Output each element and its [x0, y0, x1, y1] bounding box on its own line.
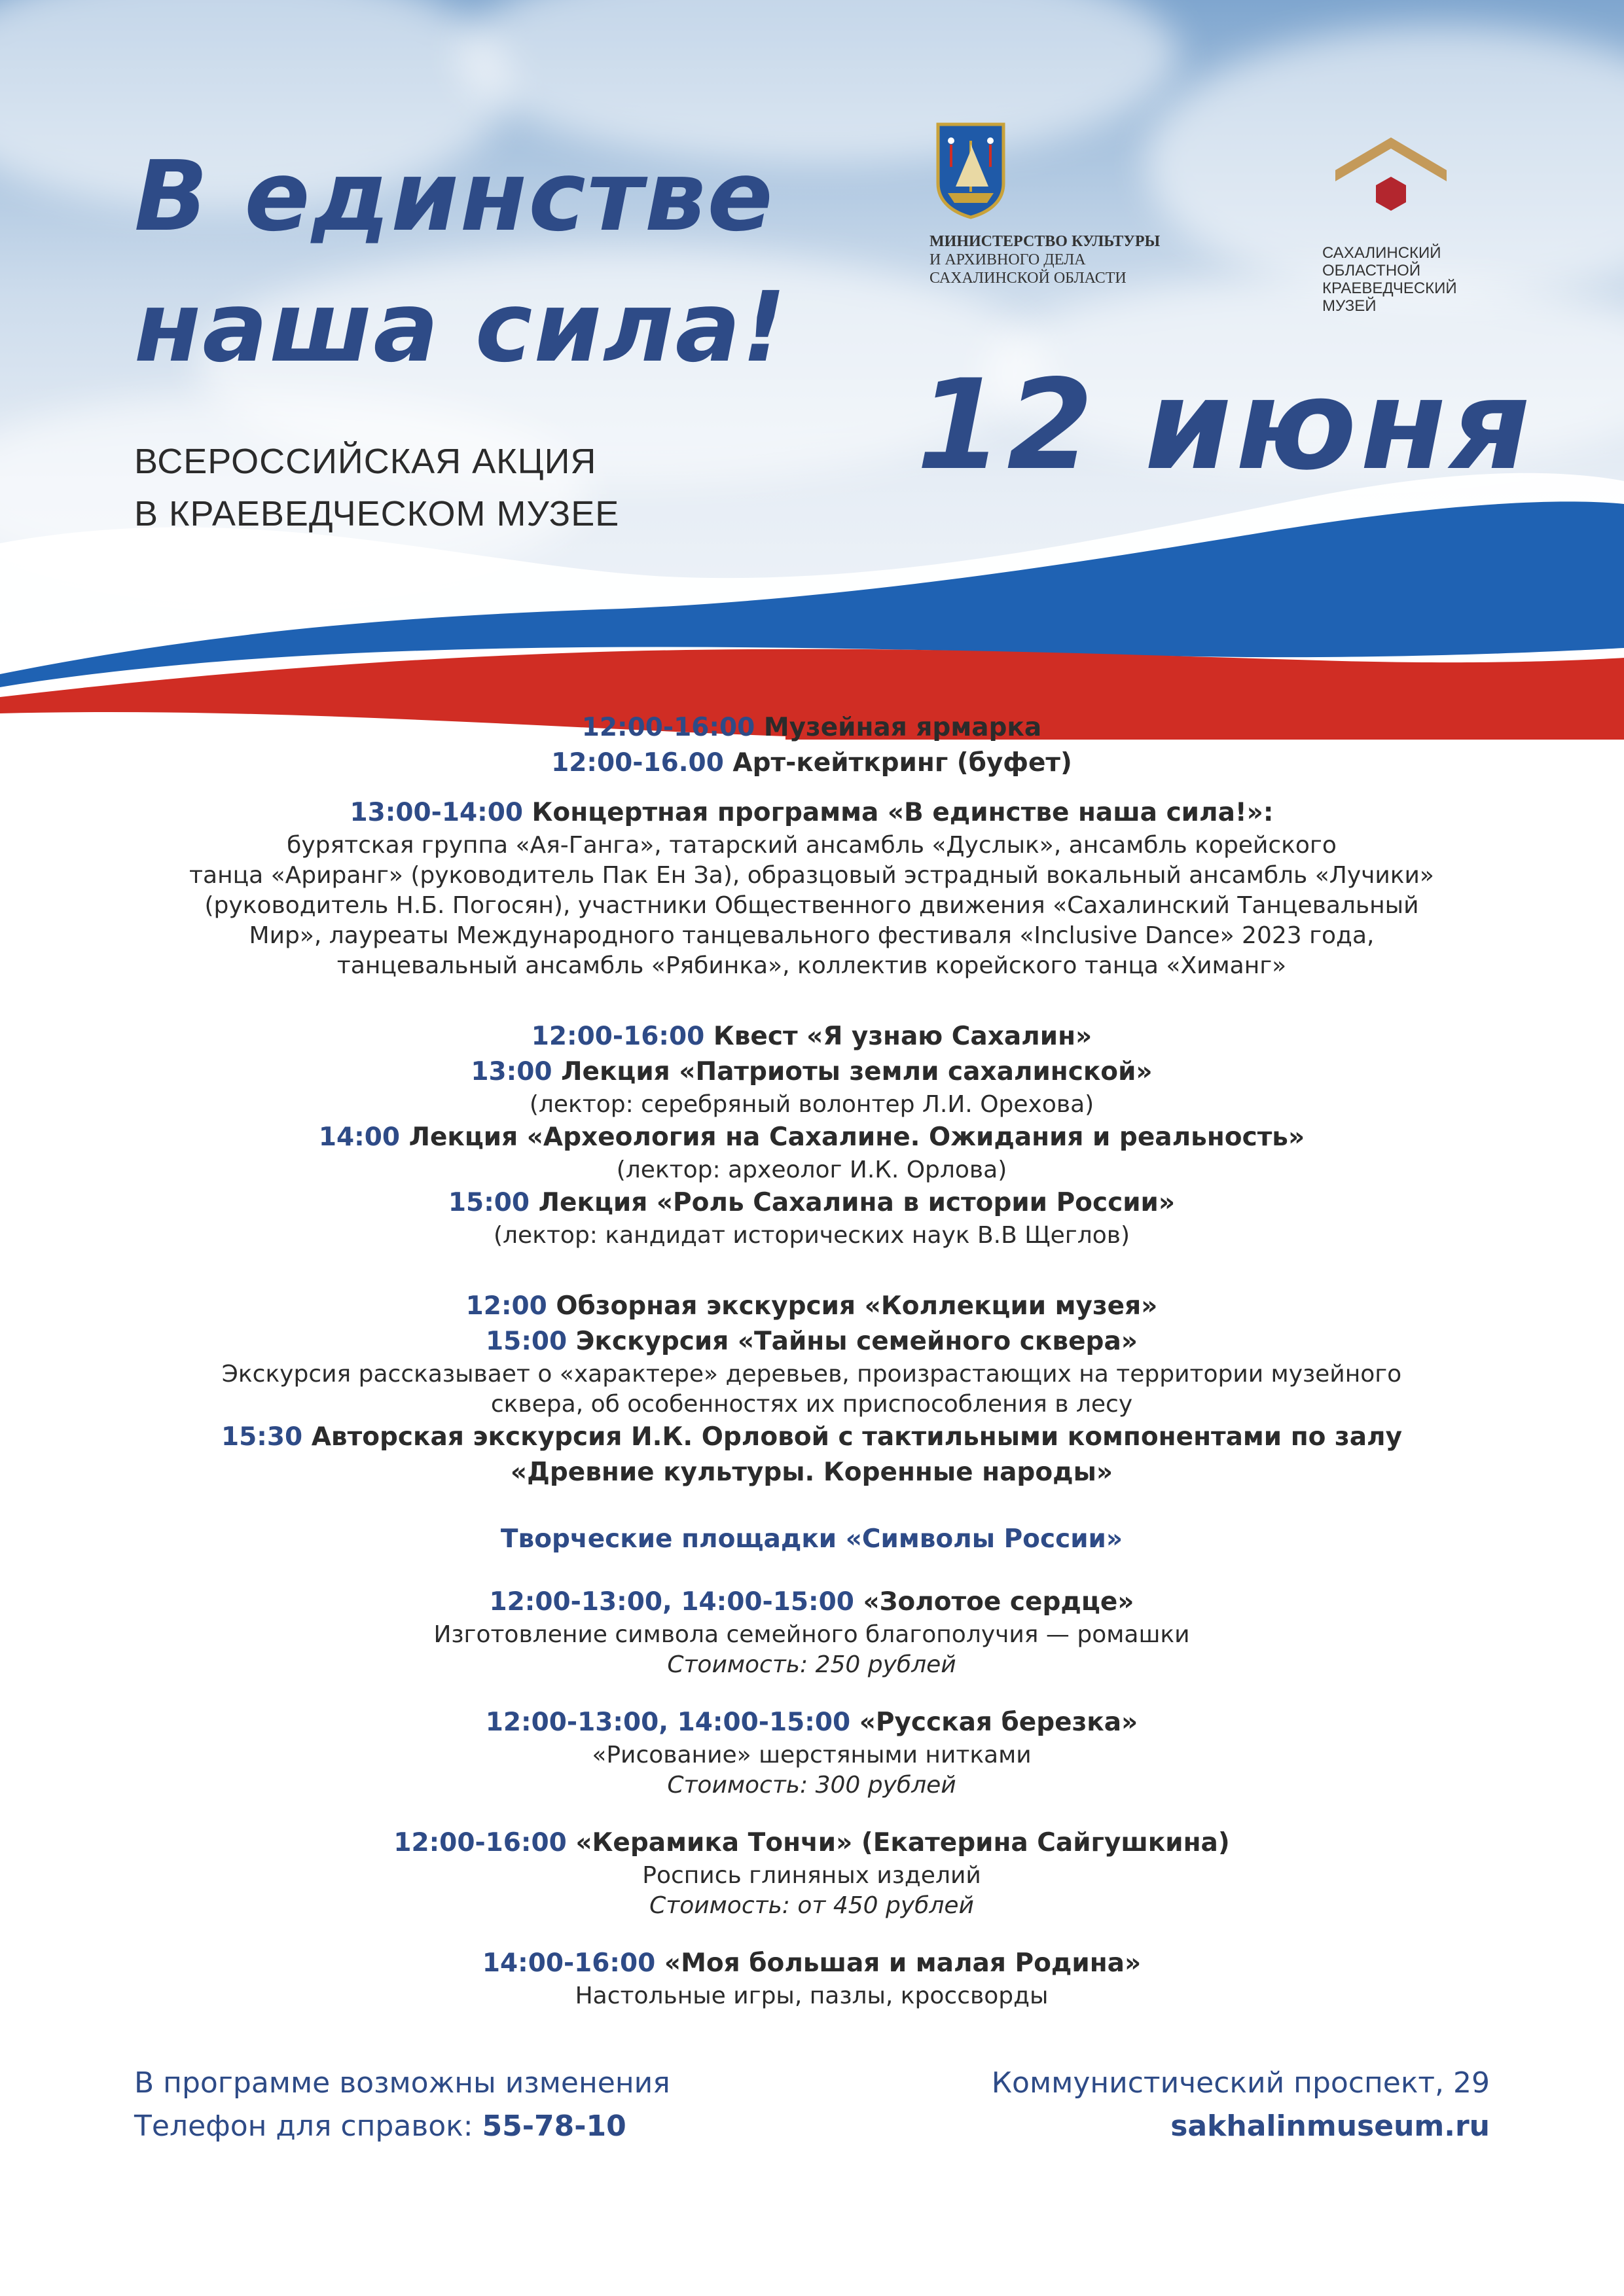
program-item-quest	[92, 1019, 1532, 1054]
workshop-4	[92, 1946, 1532, 2011]
event-title: «Моя большая и малая Родина»	[664, 1948, 1142, 1978]
event-time: 13:00-14:00	[350, 798, 523, 827]
workshop-price: Стоимость: 300 рублей	[667, 1772, 956, 1799]
subtitle	[134, 435, 619, 540]
event-time: 14:00-16:00	[482, 1948, 656, 1978]
tour-description-line: Экскурсия рассказывает о «характере» деревьев, произрастающих на территории музейного	[221, 1361, 1402, 1388]
subtitle-line-2: В КРАЕВЕДЧЕСКОМ МУЗЕЕ	[134, 494, 620, 533]
program-item-lecture-2	[92, 1120, 1532, 1155]
subtitle-line-1: ВСЕРОССИЙСКАЯ АКЦИЯ	[134, 442, 597, 481]
concert-description-line: бурятская группа «Ая-Ганга», татарский ансамбль «Дуслык», ансамбль корейского	[287, 832, 1337, 859]
program-block-fair	[92, 710, 1532, 781]
tour-description-line: сквера, об особенностях их приспособления в лесу	[490, 1391, 1133, 1418]
workshop-description: Настольные игры, пазлы, кроссворды	[575, 1982, 1049, 2009]
changes-note: В программе возможны изменения	[134, 2066, 670, 2100]
event-title: Концертная программа «В единстве наша сила!»:	[532, 798, 1274, 827]
event-date: 12 июня	[916, 353, 1534, 497]
ministry-name-line-2: И АРХИВНОГО ДЕЛА	[929, 251, 1086, 268]
concert-description-line: танцевальный ансамбль «Рябинка», коллектив корейского танца «Химанг»	[336, 952, 1287, 979]
program-item-tour-3-title-cont: «Древние культуры. Коренные народы»	[510, 1458, 1113, 1487]
program-item-tour-3	[92, 1420, 1532, 1455]
museum-name-line-3: КРАЕВЕДЧЕСКИЙ	[1322, 279, 1457, 297]
workshop-title-line	[92, 1705, 1532, 1740]
workshop-2	[92, 1705, 1532, 1801]
museum-name-line-2: ОБЛАСТНОЙ	[1322, 262, 1421, 279]
event-time: 12:00-16:00	[581, 713, 755, 742]
program-item-fair	[92, 710, 1532, 745]
event-title: «Русская березка»	[859, 1708, 1138, 1737]
event-title: Обзорная экскурсия «Коллекции музея»	[556, 1291, 1158, 1321]
event-title: Квест «Я узнаю Сахалин»	[713, 1022, 1092, 1051]
workshop-description: Изготовление символа семейного благополучия — ромашки	[433, 1621, 1190, 1648]
lecturer-note: (лектор: серебряный волонтер Л.И. Орехова)	[529, 1091, 1094, 1118]
event-time: 12:00-13:00, 14:00-15:00	[489, 1587, 854, 1617]
phone-number[interactable]: 55-78-10	[482, 2109, 626, 2143]
event-time: 12:00-16:00	[531, 1022, 705, 1051]
workshop-description: «Рисование» шерстяными нитками	[592, 1742, 1032, 1768]
program-block-lectures	[92, 1019, 1532, 1251]
event-title: Арт-кейткринг (буфет)	[732, 748, 1072, 778]
program-item-tour-2	[92, 1324, 1532, 1359]
program-item-lecture-1	[92, 1054, 1532, 1090]
event-time: 12:00-16:00	[393, 1828, 567, 1857]
event-time: 13:00	[471, 1057, 552, 1086]
phone-label: Телефон для справок:	[134, 2109, 473, 2143]
program-item-catering	[92, 745, 1532, 781]
event-title: Лекция «Роль Сахалина в истории России»	[538, 1188, 1176, 1217]
museum-logo-block	[1322, 121, 1519, 315]
program-item-tour-1	[92, 1289, 1532, 1324]
event-program	[92, 710, 1532, 2026]
lecturer-note: (лектор: археолог И.К. Орлова)	[616, 1157, 1007, 1183]
footer-info	[134, 2062, 670, 2148]
program-item-lecture-3	[92, 1185, 1532, 1221]
workshop-price: Стоимость: от 450 рублей	[649, 1892, 974, 1919]
main-title	[134, 131, 787, 393]
lecturer-note: (лектор: кандидат исторических наук В.В Щеглов)	[494, 1222, 1130, 1249]
concert-description-line: (руководитель Н.Б. Погосян), участники Общественного движения «Сахалинский Танцевальный	[204, 892, 1419, 919]
event-title: «Золотое сердце»	[863, 1587, 1134, 1617]
workshop-description: Роспись глиняных изделий	[642, 1862, 981, 1889]
event-title: Музейная ярмарка	[763, 713, 1042, 742]
ministry-name-line-1: МИНИСТЕРСТВО КУЛЬТУРЫ	[929, 233, 1161, 250]
event-time: 14:00	[318, 1122, 400, 1152]
website-link[interactable]: sakhalinmuseum.ru	[1170, 2109, 1490, 2143]
event-time: 15:00	[448, 1188, 530, 1217]
event-time: 15:30	[221, 1422, 303, 1452]
footer-contacts	[992, 2062, 1490, 2148]
workshops-heading: Творческие площадки «Символы России»	[500, 1524, 1123, 1554]
workshop-1	[92, 1585, 1532, 1680]
event-time: 12:00	[465, 1291, 547, 1321]
phone-line	[134, 2105, 670, 2148]
title-line-1: В единстве	[134, 140, 774, 253]
concert-description-line: Мир», лауреаты Международного танцевального фестиваля «Inclusive Dance» 2023 года,	[249, 922, 1375, 949]
program-block-concert	[92, 795, 1532, 981]
event-time: 12:00-16.00	[551, 748, 724, 778]
title-line-2: наша сила!	[134, 271, 787, 384]
program-item-concert	[92, 795, 1532, 831]
concert-description-line: танца «Ариранг» (руководитель Пак Ен За), образцовый эстрадный вокальный ансамбль «Лучики»	[189, 862, 1434, 889]
event-title: Лекция «Археология на Сахалине. Ожидания и реальность»	[408, 1122, 1305, 1152]
event-title: Лекция «Патриоты земли сахалинской»	[561, 1057, 1153, 1086]
museum-name-line-1: САХАЛИНСКИЙ	[1322, 244, 1441, 262]
ministry-name-line-3: САХАЛИНСКОЙ ОБЛАСТИ	[929, 270, 1127, 287]
event-time: 12:00-13:00, 14:00-15:00	[485, 1708, 851, 1737]
event-title: «Керамика Тончи» (Екатерина Сайгушкина)	[575, 1828, 1230, 1857]
event-title: Экскурсия «Тайны семейного сквера»	[575, 1327, 1138, 1356]
workshop-title-line	[92, 1946, 1532, 1981]
program-block-tours	[92, 1289, 1532, 1490]
event-time: 15:00	[486, 1327, 568, 1356]
museum-roof-logo-icon	[1322, 121, 1460, 226]
museum-name-line-4: МУЗЕЙ	[1322, 297, 1377, 315]
workshop-title-line	[92, 1585, 1532, 1620]
workshop-title-line	[92, 1825, 1532, 1861]
coat-of-arms-icon	[935, 121, 1007, 219]
workshop-3	[92, 1825, 1532, 1921]
event-title: Авторская экскурсия И.К. Орловой с тактильными компонентами по залу	[311, 1422, 1402, 1452]
ministry-logo-block	[929, 121, 1204, 287]
workshop-price: Стоимость: 250 рублей	[667, 1651, 956, 1678]
address: Коммунистический проспект, 29	[991, 2066, 1490, 2100]
